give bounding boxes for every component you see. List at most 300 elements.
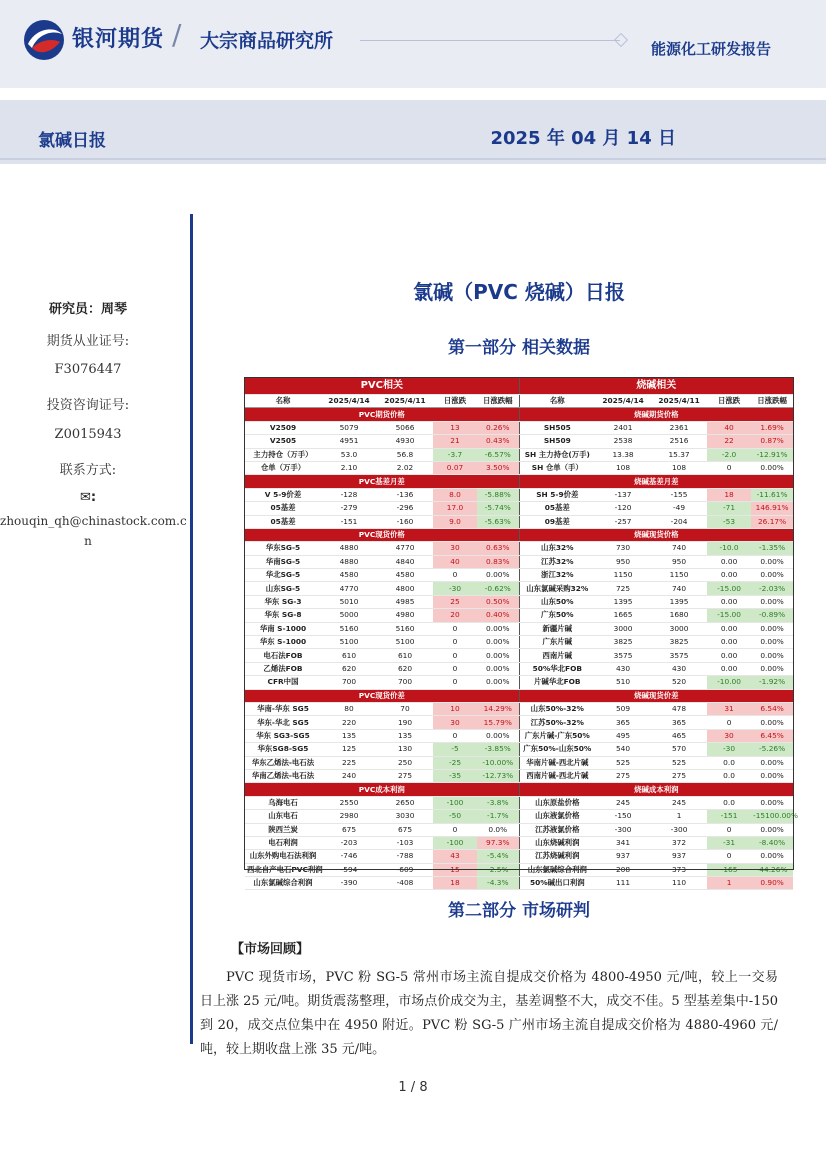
cell-value-today: -279 [321,502,377,515]
cell-value-today: -137 [595,488,651,501]
cell-name: 山东32% [519,542,595,555]
cell-value-prev: 15.37 [651,448,707,461]
cell-change: 13 [433,421,477,434]
cell-value-prev: 3030 [377,810,433,823]
table-row [245,461,793,474]
cell-change: 31 [707,702,751,715]
cell-name: 华南 S-1000 [245,622,321,635]
email-line-1[interactable]: zhouqin_qh@chinastock.com.c [0,514,187,528]
cell-change: 0.0 [707,796,751,809]
table-row [245,609,793,622]
cell-value-prev: 3575 [651,649,707,662]
cell-value-today: 937 [595,850,651,863]
section-header: PVC基差月差 [245,475,519,488]
cell-name: 浙江32% [519,569,595,582]
col-change: 日涨跌 [707,395,751,408]
cell-name: V2505 [245,435,321,448]
cell-change: -30 [433,582,477,595]
cell-value-today: 675 [321,823,377,836]
cell-value-prev: 675 [377,823,433,836]
col-change-pct: 日涨跌幅 [477,395,519,408]
cell-name: SH 仓单（手） [519,461,595,474]
table-row [245,595,793,608]
cell-change-pct: 0.0% [477,823,519,836]
cell-name: SH 5-9价差 [519,488,595,501]
cell-change-pct: 0.00% [751,569,793,582]
cell-change: 0 [707,850,751,863]
cell-value-today: -390 [321,877,377,890]
cell-value-prev: 4930 [377,435,433,448]
cell-name: SH 主力持仓(万手) [519,448,595,461]
part2-title: 第二部分 市场研判 [448,901,590,921]
cell-value-prev: -300 [651,823,707,836]
cell-change-pct: 0.00% [751,850,793,863]
cell-value-today: -746 [321,850,377,863]
cell-change: 0.00 [707,622,751,635]
cell-value-prev: -155 [651,488,707,501]
cell-value-today: 2401 [595,421,651,434]
cell-value-prev: 570 [651,743,707,756]
cell-value-prev: 108 [651,461,707,474]
cell-change: 0 [433,649,477,662]
cell-value-prev: -49 [651,502,707,515]
cell-change-pct: -5.4% [477,850,519,863]
cell-change-pct: -5.26% [751,743,793,756]
cell-value-today: 950 [595,555,651,568]
cell-change-pct: -15100.00% [751,810,793,823]
cell-value-today: 4880 [321,555,377,568]
cell-value-prev: -609 [377,863,433,876]
cell-value-prev: 5066 [377,421,433,434]
cell-value-today: 108 [595,461,651,474]
cell-value-today: 2550 [321,796,377,809]
cell-name: 华东-华北 SG5 [245,716,321,729]
cell-name: 05基差 [519,502,595,515]
cell-change-pct: -6.57% [477,448,519,461]
cell-value-prev: 365 [651,716,707,729]
cell-change: 1 [707,877,751,890]
cell-value-prev: 245 [651,796,707,809]
cell-change: 8.0 [433,488,477,501]
cell-value-today: 495 [595,729,651,742]
cell-value-today: -151 [321,515,377,528]
cell-name: 50%华北FOB [519,662,595,675]
cell-name: 华东 SG-8 [245,609,321,622]
cell-name: 西南片碱 [519,649,595,662]
cell-name: 山东50%-32% [519,702,595,715]
cell-change: 0.07 [433,461,477,474]
cell-value-prev: 373 [651,863,707,876]
cell-name: 江苏50%-32% [519,716,595,729]
cell-change-pct: 0.00% [751,769,793,782]
cell-change-pct: -5.88% [477,488,519,501]
cell-value-prev: 620 [377,662,433,675]
cell-name: 广东片碱 [519,636,595,649]
table-row [245,555,793,568]
cell-change-pct: 0.00% [477,729,519,742]
cell-change: 0.00 [707,649,751,662]
table-row [245,863,793,876]
cell-change: 0 [433,569,477,582]
cell-value-today: 225 [321,756,377,769]
cell-value-today: 2980 [321,810,377,823]
cell-name: 华东 SG3-SG5 [245,729,321,742]
cell-name: 电石利润 [245,836,321,849]
cell-change: -71 [707,502,751,515]
cell-change-pct: 0.87% [751,435,793,448]
cell-change-pct: -5.74% [477,502,519,515]
cell-value-today: 3000 [595,622,651,635]
cell-change-pct: -5.63% [477,515,519,528]
cell-change-pct: -3.8% [477,796,519,809]
cell-value-today: -203 [321,836,377,849]
cell-change: -30 [707,743,751,756]
cell-value-today: 53.0 [321,448,377,461]
brand-slash: / [172,18,182,51]
cell-change: 18 [707,488,751,501]
researcher: 研究员：周琴 [48,302,127,317]
col-date1: 2025/4/14 [595,395,651,408]
cell-value-today: 510 [595,676,651,689]
cell-value-today: 13.38 [595,448,651,461]
cell-change: 18 [433,877,477,890]
cell-value-prev: 2361 [651,421,707,434]
cell-value-prev: 3825 [651,636,707,649]
cell-value-prev: 478 [651,702,707,715]
cell-change: 25 [433,595,477,608]
cell-value-today: 700 [321,676,377,689]
section-header: PVC现货价格 [245,528,519,541]
review-paragraph: PVC 现货市场，PVC 粉 SG-5 常州市场主流自提成交价格为 4800-4950 元/吨，较上一交易日上涨 25 元/吨。期货震荡整理，市场点价成交为主，基差调整不大，成交不佳。5 型基差集中-150 到 20，成交点位集中在 4950 附近。PVC 粉 SG-5 广州市场主流自提成交价格为 4880-4960 元/吨，较上期收盘上涨 35 元/吨。 [200,970,778,1057]
cell-value-today: 3575 [595,649,651,662]
section-header: 烧碱期货价格 [519,408,793,421]
brand-name: 银河期货 [72,27,165,52]
report-type: 能源化工研发报告 [650,40,771,58]
cell-change-pct: -2.5% [477,863,519,876]
cell-value-today: 725 [595,582,651,595]
envelope-icon: ✉: [79,490,97,505]
data-table [245,378,799,890]
cell-change-pct: 0.00% [477,662,519,675]
cell-value-prev: 4985 [377,595,433,608]
cell-value-prev: 56.8 [377,448,433,461]
cell-value-today: 5000 [321,609,377,622]
cell-change: 20 [433,609,477,622]
cell-name: 09基差 [519,515,595,528]
cell-name: 山东原盐价格 [519,796,595,809]
cell-value-prev: 520 [651,676,707,689]
cell-value-today: 275 [595,769,651,782]
col-date2: 2025/4/11 [651,395,707,408]
cell-change: 21 [433,435,477,448]
cell-name: 华北SG-5 [245,569,321,582]
cell-value-today: -594 [321,863,377,876]
part1-title: 第一部分 相关数据 [448,338,590,358]
cell-change-pct: 0.00% [751,622,793,635]
cell-change: 40 [707,421,751,434]
cell-name: 乌海电石 [245,796,321,809]
cell-change-pct: 6.54% [751,702,793,715]
cell-change-pct: 0.00% [751,756,793,769]
cell-name: 华东 SG-3 [245,595,321,608]
cell-value-prev: 465 [651,729,707,742]
cell-value-prev: -160 [377,515,433,528]
table-row [245,836,793,849]
contact-label: 联系方式: [59,463,117,478]
cell-name: 山东烧碱利润 [519,836,595,849]
cell-value-prev: 4980 [377,609,433,622]
table-row [245,796,793,809]
cell-change-pct: -10.00% [477,756,519,769]
table-row [245,435,793,448]
table-row [245,488,793,501]
header-divider [360,40,620,41]
cell-value-prev: 130 [377,743,433,756]
cell-value-prev: 610 [377,649,433,662]
cell-value-prev: -408 [377,877,433,890]
table-row [245,676,793,689]
report-date: 2025 年 04 月 14 日 [490,128,676,149]
cell-change: -31 [707,836,751,849]
cell-change-pct: 3.50% [477,461,519,474]
cell-change: -165 [707,863,751,876]
cell-value-prev: 1 [651,810,707,823]
cell-name: 华南-华东 SG5 [245,702,321,715]
cell-name: 山东电石 [245,810,321,823]
cell-change: 0.0 [707,769,751,782]
table-row [245,582,793,595]
table-row [245,823,793,836]
cell-name: 江苏烧碱利润 [519,850,595,863]
cell-value-today: 3825 [595,636,651,649]
cell-name: SH505 [519,421,595,434]
cell-change-pct: 0.00% [751,662,793,675]
cell-value-prev: -204 [651,515,707,528]
caustic-table-title: 烧碱相关 [519,378,793,395]
table-row [245,448,793,461]
cell-change: 0 [433,636,477,649]
cell-value-today: 620 [321,662,377,675]
cell-name: 主力持仓（万手） [245,448,321,461]
cell-change-pct: 0.00% [751,716,793,729]
section-header: PVC成本利润 [245,783,519,796]
cell-value-prev: 190 [377,716,433,729]
cell-name: 华南SG-5 [245,555,321,568]
cell-name: 山东50% [519,595,595,608]
cell-value-prev: 5100 [377,636,433,649]
cell-value-prev: 4840 [377,555,433,568]
section-header: PVC期货价格 [245,408,519,421]
cell-value-today: 125 [321,743,377,756]
cell-change: 30 [433,542,477,555]
cell-name: 陕西兰炭 [245,823,321,836]
cell-value-prev: 525 [651,756,707,769]
cell-change: 0.00 [707,555,751,568]
cell-change-pct: 0.43% [477,435,519,448]
cell-name: CFR中国 [245,676,321,689]
cell-change: -3.7 [433,448,477,461]
col-name: 名称 [245,395,321,408]
cell-change: 0 [707,823,751,836]
cell-value-today: -257 [595,515,651,528]
table-row [245,569,793,582]
table-row [245,877,793,890]
cell-value-prev: -103 [377,836,433,849]
cell-value-prev: 70 [377,702,433,715]
cell-value-prev: 2.02 [377,461,433,474]
cell-value-today: 540 [595,743,651,756]
cell-change-pct: 0.00% [477,569,519,582]
license-label: 期货从业证号: [46,334,130,349]
cell-value-today: 4951 [321,435,377,448]
cell-value-today: 208 [595,863,651,876]
col-name: 名称 [519,395,595,408]
col-change: 日涨跌 [433,395,477,408]
cell-value-prev: 275 [377,769,433,782]
cell-change: -15.00 [707,609,751,622]
cell-change-pct: 1.69% [751,421,793,434]
cell-change-pct: 0.00% [477,636,519,649]
cell-change: 0 [707,461,751,474]
cell-change-pct: 6.45% [751,729,793,742]
cell-value-prev: 4770 [377,542,433,555]
cell-value-prev: 1680 [651,609,707,622]
cell-name: 华南乙烯法-电石法 [245,769,321,782]
page-number: 1 / 8 [398,1080,428,1095]
cell-change: -35 [433,769,477,782]
title-band-stripe [0,158,826,160]
cell-value-today: 365 [595,716,651,729]
cell-value-today: 80 [321,702,377,715]
cell-value-prev: 4580 [377,569,433,582]
table-row [245,502,793,515]
cell-name: 新疆片碱 [519,622,595,635]
cell-value-today: 2.10 [321,461,377,474]
cell-change: 9.0 [433,515,477,528]
cell-value-prev: 372 [651,836,707,849]
cell-value-prev: 135 [377,729,433,742]
cell-change: 0.00 [707,569,751,582]
cell-change-pct: 0.00% [751,823,793,836]
cell-change-pct: 0.00% [477,622,519,635]
cell-value-today: 4580 [321,569,377,582]
cell-value-today: 1150 [595,569,651,582]
consult-number: Z0015943 [54,427,122,442]
cell-value-prev: 275 [651,769,707,782]
table-row [245,716,793,729]
cell-change-pct: -8.40% [751,836,793,849]
table-row [245,769,793,782]
cell-value-prev: 1150 [651,569,707,582]
table-row [245,421,793,434]
cell-change-pct: 0.00% [751,636,793,649]
cell-change: 0 [433,823,477,836]
cell-change: 10 [433,702,477,715]
table-row [245,850,793,863]
cell-name: 华东SG-5 [245,542,321,555]
cell-value-today: -120 [595,502,651,515]
cell-name: 乙烯法FOB [245,662,321,675]
cell-value-prev: 3000 [651,622,707,635]
table-row [245,756,793,769]
cell-change: -5 [433,743,477,756]
cell-change: -53 [707,515,751,528]
pvc-table-title: PVC相关 [245,378,519,395]
title-band [0,100,826,164]
cell-change-pct: -44.26% [751,863,793,876]
cell-change-pct: -3.85% [477,743,519,756]
cell-name: 山东氯碱综合利润 [245,877,321,890]
cell-change-pct: 0.90% [751,877,793,890]
cell-change: -100 [433,836,477,849]
cell-change-pct: 0.00% [751,649,793,662]
cell-change: 0 [433,622,477,635]
cell-value-prev: 700 [377,676,433,689]
cell-change: -151 [707,810,751,823]
cell-change-pct: -12.73% [477,769,519,782]
table-row [245,810,793,823]
cell-change: 30 [433,716,477,729]
cell-name: 山东液氯价格 [519,810,595,823]
cell-change: -10.0 [707,542,751,555]
cell-value-today: 1395 [595,595,651,608]
cell-name: 广东50% [519,609,595,622]
cell-change-pct: -12.91% [751,448,793,461]
cell-name: 西南片碱-西北片碱 [519,769,595,782]
cell-change-pct: -4.3% [477,877,519,890]
cell-change: 0.00 [707,595,751,608]
cell-value-today: 341 [595,836,651,849]
cell-change: 0 [707,716,751,729]
col-change-pct: 日涨跌幅 [751,395,793,408]
cell-change-pct: -2.03% [751,582,793,595]
main-title: 氯碱（PVC 烧碱）日报 [413,280,625,304]
cell-value-today: 2538 [595,435,651,448]
cell-value-today: 525 [595,756,651,769]
cell-value-prev: 4800 [377,582,433,595]
report-name: 氯碱日报 [38,131,106,151]
cell-change-pct: 0.50% [477,595,519,608]
cell-name: 华东乙烯法-电石法 [245,756,321,769]
cell-name: 山东氯碱采购32% [519,582,595,595]
cell-change-pct: 0.83% [477,555,519,568]
table-row [245,662,793,675]
cell-change-pct: -1.35% [751,542,793,555]
cell-change-pct: -0.62% [477,582,519,595]
cell-name: 山东氯碱综合利润 [519,863,595,876]
cell-change-pct: 0.00% [477,649,519,662]
cell-change-pct: 97.3% [477,836,519,849]
cell-value-today: 245 [595,796,651,809]
cell-value-today: 5160 [321,622,377,635]
cell-name: V 5-9价差 [245,488,321,501]
cell-value-today: 5010 [321,595,377,608]
cell-change-pct: 146.91% [751,502,793,515]
table-row [245,649,793,662]
email-line-2[interactable]: n [84,534,92,548]
cell-change: 0 [433,662,477,675]
table-row [245,702,793,715]
cell-value-today: 5100 [321,636,377,649]
cell-name: 广东片碱-广东50% [519,729,595,742]
section-header: PVC现货价差 [245,689,519,702]
cell-value-prev: 430 [651,662,707,675]
cell-name: SH509 [519,435,595,448]
cell-change: 15 [433,863,477,876]
cell-change-pct: 0.00% [751,796,793,809]
consult-label: 投资咨询证号: [46,398,130,413]
cell-change-pct: 0.00% [751,555,793,568]
